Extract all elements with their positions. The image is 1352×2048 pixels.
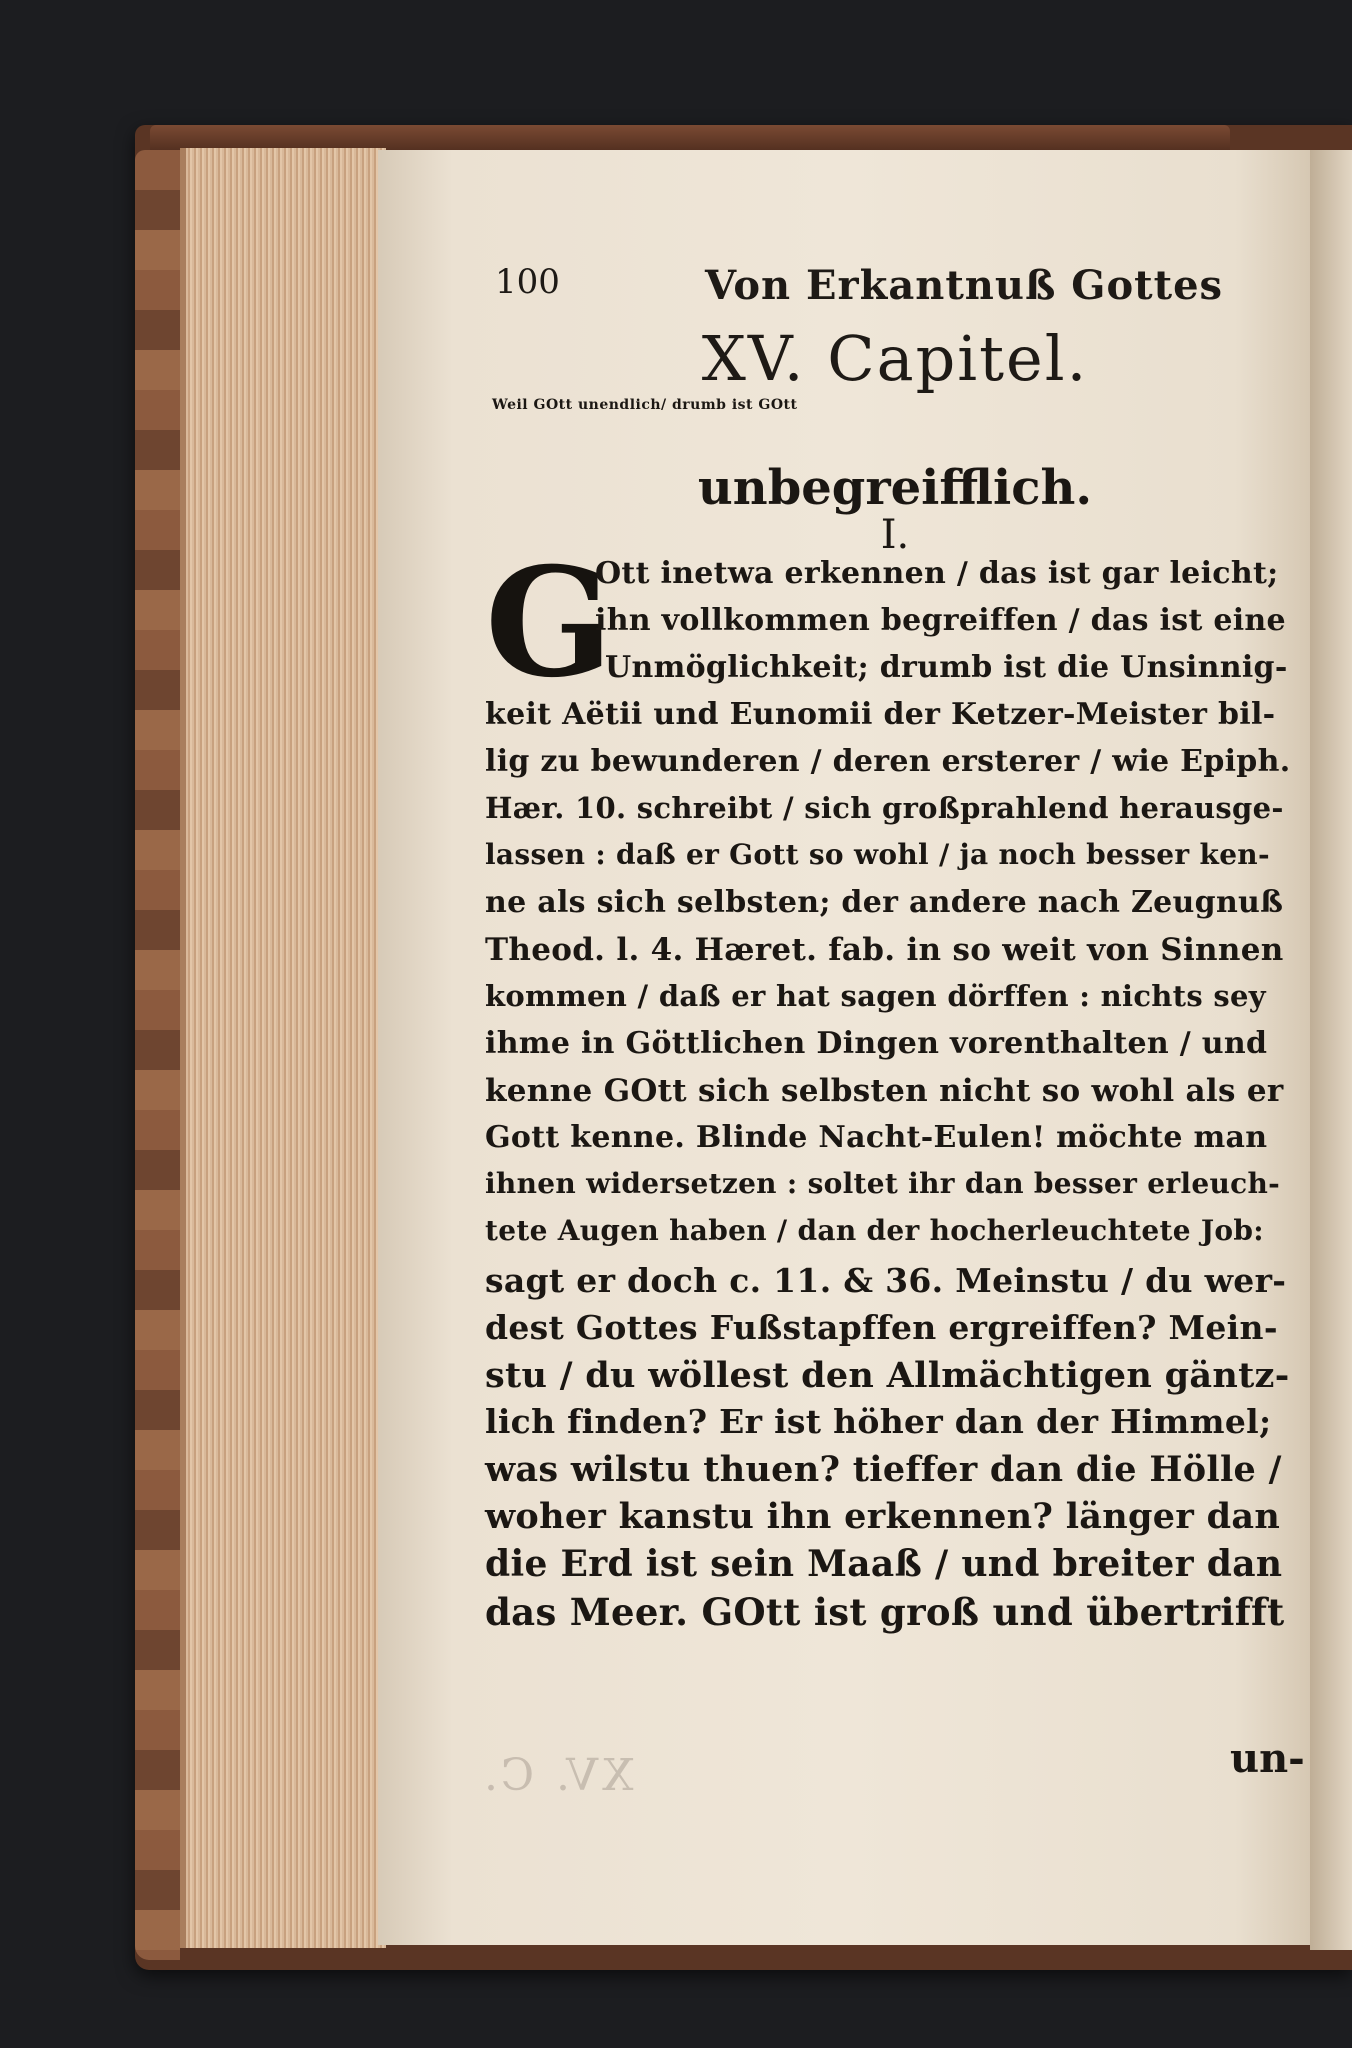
text-line: Gott kenne. Blinde Nacht-Eulen! möchte man <box>485 1120 1268 1155</box>
text-line: ihn vollkommen begreiffen / das ist eine <box>595 603 1286 638</box>
chapter-heading: XV. Capitel. <box>701 322 1089 395</box>
text-line: stu / du wöllest den Allmächtigen gäntz- <box>485 1355 1290 1396</box>
text-line: das Meer. GOtt ist groß und übertrifft <box>485 1590 1285 1634</box>
text-line: die Erd ist sein Maaß / und breiter dan <box>485 1543 1283 1585</box>
text-line: kenne GOtt sich selbsten nicht so wohl als er <box>485 1073 1284 1109</box>
running-head: Von Erkantnuß Gottes <box>705 262 1224 309</box>
catchword: un- <box>1230 1735 1305 1782</box>
text-line: lig zu bewunderen / deren ersterer / wie Epiph. <box>485 744 1291 779</box>
facing-page-edge <box>1310 150 1352 1950</box>
page-edges <box>180 148 386 1948</box>
text-line: ihme in Göttlichen Dingen vorenthalten / und <box>485 1026 1268 1061</box>
text-line: ihnen widersetzen : soltet ihr dan besser erleuch- <box>485 1167 1281 1200</box>
page-header <box>495 262 1295 312</box>
text-line: woher kanstu ihn erkennen? länger dan <box>485 1496 1281 1537</box>
text-line: lassen : daß er Gott so wohl / ja noch besser ken- <box>485 838 1270 871</box>
text-line: tete Augen haben / dan der hocherleuchtete Job: <box>485 1214 1264 1247</box>
text-line: lich finden? Er ist höher dan der Himmel; <box>485 1402 1272 1441</box>
chapter-title-line-1: Weil GOtt unendlich/ drumb ist GOtt <box>492 397 798 413</box>
section-number: I. <box>880 512 910 558</box>
text-line: was wilstu thuen? tieffer dan die Hölle / <box>485 1449 1282 1490</box>
book-spine <box>135 150 180 1960</box>
drop-cap: G <box>485 535 614 711</box>
text-line: Hær. 10. schreibt / sich großprahlend herausge- <box>485 791 1284 825</box>
text-line: Unmöglichkeit; drumb ist die Unsinnig- <box>605 650 1288 685</box>
page-number: 100 <box>495 262 560 302</box>
text-line: keit Aëtii und Eunomii der Ketzer-Meister bil- <box>485 697 1276 732</box>
text-line: ne als sich selbsten; der andere nach Zeugnuß <box>485 885 1284 920</box>
text-line: Theod. l. 4. Hæret. fab. in so weit von Sinnen <box>485 932 1284 968</box>
text-line: kommen / daß er hat sagen dörffen : nichts sey <box>485 979 1266 1013</box>
text-line: Ott inetwa erkennen / das ist gar leicht; <box>595 556 1279 591</box>
text-line: sagt er doch c. 11. & 36. Meinstu / du wer- <box>485 1261 1287 1300</box>
text-line: dest Gottes Fußstapffen ergreiffen? Mein- <box>485 1308 1278 1347</box>
chapter-title-line-2: unbegreifflich. <box>697 460 1093 516</box>
bleed-through-text: XV. C. <box>480 1750 634 1801</box>
